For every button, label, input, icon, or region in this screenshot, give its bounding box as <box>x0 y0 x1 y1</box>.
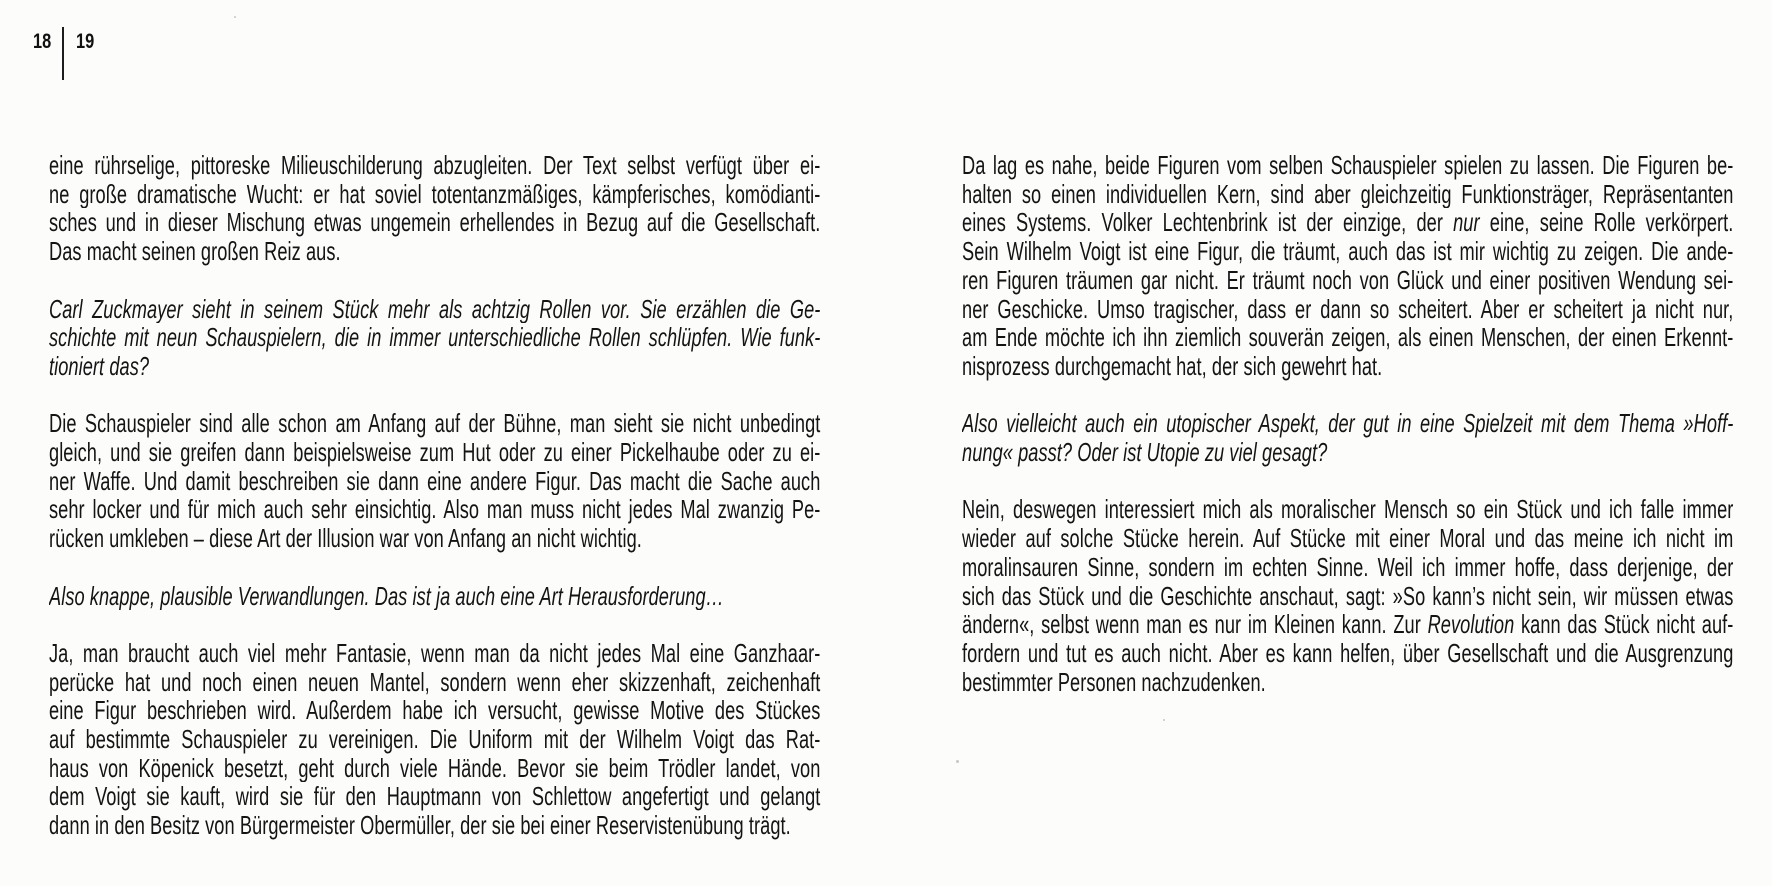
interview-answer-paragraph <box>49 639 820 840</box>
text-line: halten so einen individuellen Kern, sind aber gleichzeitig Funktionsträger, Repräsentanten <box>962 179 1734 209</box>
text-line: Also vielleicht auch ein utopischer Aspekt, der gut in eine Spielzeit mit dem Thema »Hoff- <box>962 409 1734 439</box>
text-line: dann in den Besitz von Bürgermeister Obermüller, der sie bei einer Reservistenübung trägt. <box>49 811 791 840</box>
interview-answer-paragraph <box>49 409 820 553</box>
text-line: Also knappe, plausible Verwandlungen. Das ist ja auch eine Art Herausforderung… <box>49 581 724 611</box>
text-line: Ja, man braucht auch viel mehr Fantasie, wenn man da nicht jedes Mal eine Ganzhaar- <box>49 638 821 668</box>
interview-answer-paragraph <box>962 495 1733 696</box>
text-line: haus von Köpenick besetzt, geht durch viele Hände. Bevor sie beim Trödler landet, von <box>49 753 821 783</box>
text-line: Carl Zuckmayer sieht in seinem Stück mehr als achtzig Rollen vor. Sie erzählen die Ge- <box>49 294 821 324</box>
text-line: ändern«, selbst wenn man es nur im Kleinen kann. Zur Revolution kann das Stück nicht auf- <box>962 610 1734 639</box>
page-18-text-column <box>49 151 820 869</box>
scan-speck <box>234 16 236 18</box>
text-line: ner Waffe. Und damit beschreiben sie dann eine andere Figur. Das macht die Sache auch <box>49 466 821 496</box>
text-line: ner Geschicke. Umso tragischer, dass er dann so scheitert. Aber er scheitert ja nicht nur, <box>962 294 1734 324</box>
text-line: auf bestimmte Schauspieler zu vereinigen. Die Uniform mit der Wilhelm Voigt das Rat- <box>49 725 821 754</box>
scan-speck <box>1163 719 1165 721</box>
text-line: sich das Stück und die Geschichte anschaut, sagt: »So kann’s nicht sein, wir müssen etwas <box>962 581 1734 611</box>
text-line: rücken umkleben – diese Art der Illusion war von Anfang an nicht wichtig. <box>49 524 642 553</box>
text-line: bestimmter Personen nachzudenken. <box>962 667 1266 697</box>
text-line: eines Systems. Volker Lechtenbrink ist der einzige, der nur eine, seine Rolle verkörpert. <box>962 208 1734 238</box>
text-line: moralinsauren Sinne, sondern im echten Sinne. Weil ich immer hoffe, dass derjenige, der <box>962 552 1734 582</box>
page-number-right: 19 <box>76 30 95 53</box>
text-line: sehr locker und für mich auch sehr einsichtig. Also man muss nicht jedes Mal zwanzig Pe- <box>49 495 821 525</box>
text-line: ne große dramatische Wucht: er hat soviel totentanzmäßiges, kämpferisches, komödianti- <box>49 179 821 209</box>
text-line: dem Voigt sie kauft, wird sie für den Hauptmann von Schlettow angefertigt und gelangt <box>49 782 821 812</box>
text-line: Die Schauspieler sind alle schon am Anfang auf der Bühne, man sieht sie nicht unbedingt <box>49 409 821 438</box>
text-line: am Ende möchte ich ihn ziemlich souverän zeigen, als einen Menschen, der einen Erkennt- <box>962 323 1734 352</box>
page-header <box>0 0 200 90</box>
page-19-text-column <box>962 151 1733 725</box>
text-line: ren Figuren träumen gar nicht. Er träumt noch von Glück und einer positiven Wendung sei- <box>962 265 1734 295</box>
text-line: nisprozess durchgemacht hat, der sich gewehrt hat. <box>962 351 1383 381</box>
text-line: fordern und tut es auch nicht. Aber es kann helfen, über Gesellschaft und die Ausgrenzung <box>962 638 1734 668</box>
text-line: sches und in dieser Mischung etwas ungemein erhellendes in Bezug auf die Gesellschaft. <box>49 208 821 238</box>
interview-question-paragraph <box>49 295 820 381</box>
text-line: gleich, und sie greifen dann beispielsweise zum Hut oder zu einer Pickelhaube oder zu ei- <box>49 438 821 467</box>
text-line: Da lag es nahe, beide Figuren vom selben Schauspieler spielen zu lassen. Die Figuren be- <box>962 151 1734 180</box>
text-line: eine rührselige, pittoreske Milieuschilderung abzugleiten. Der Text selbst verfügt über ei- <box>49 151 821 180</box>
text-line: perücke hat und noch einen neuen Mantel, sondern wenn eher skizzenhaft, zeichenhaft <box>49 667 821 697</box>
interview-answer-paragraph <box>49 151 820 266</box>
text-line: Nein, deswegen interessiert mich als moralischer Mensch so ein Stück und ich falle immer <box>962 495 1734 525</box>
scan-speck <box>956 760 959 763</box>
text-line: schichte mit neun Schauspielern, die in immer unterschiedliche Rollen schlüpfen. Wie funk- <box>49 323 821 352</box>
page-number-left: 18 <box>33 30 52 53</box>
text-line: Sein Wilhelm Voigt ist eine Figur, die träumt, auch das ist mir wichtig zu zeigen. Die ande- <box>962 237 1734 266</box>
text-line: wieder auf solche Stücke herein. Auf Stücke mit einer Moral und das meine ich nicht im <box>962 524 1734 553</box>
text-line: nung« passt? Oder ist Utopie zu viel gesagt? <box>962 438 1328 467</box>
interview-question-paragraph <box>49 582 820 611</box>
page-number-divider <box>62 27 64 80</box>
text-line: Das macht seinen großen Reiz aus. <box>49 237 341 266</box>
interview-answer-paragraph <box>962 151 1733 381</box>
text-line: eine Figur beschrieben wird. Außerdem habe ich versucht, gewisse Motive des Stückes <box>49 696 821 725</box>
interview-question-paragraph <box>962 409 1733 466</box>
text-line: tioniert das? <box>49 351 150 381</box>
